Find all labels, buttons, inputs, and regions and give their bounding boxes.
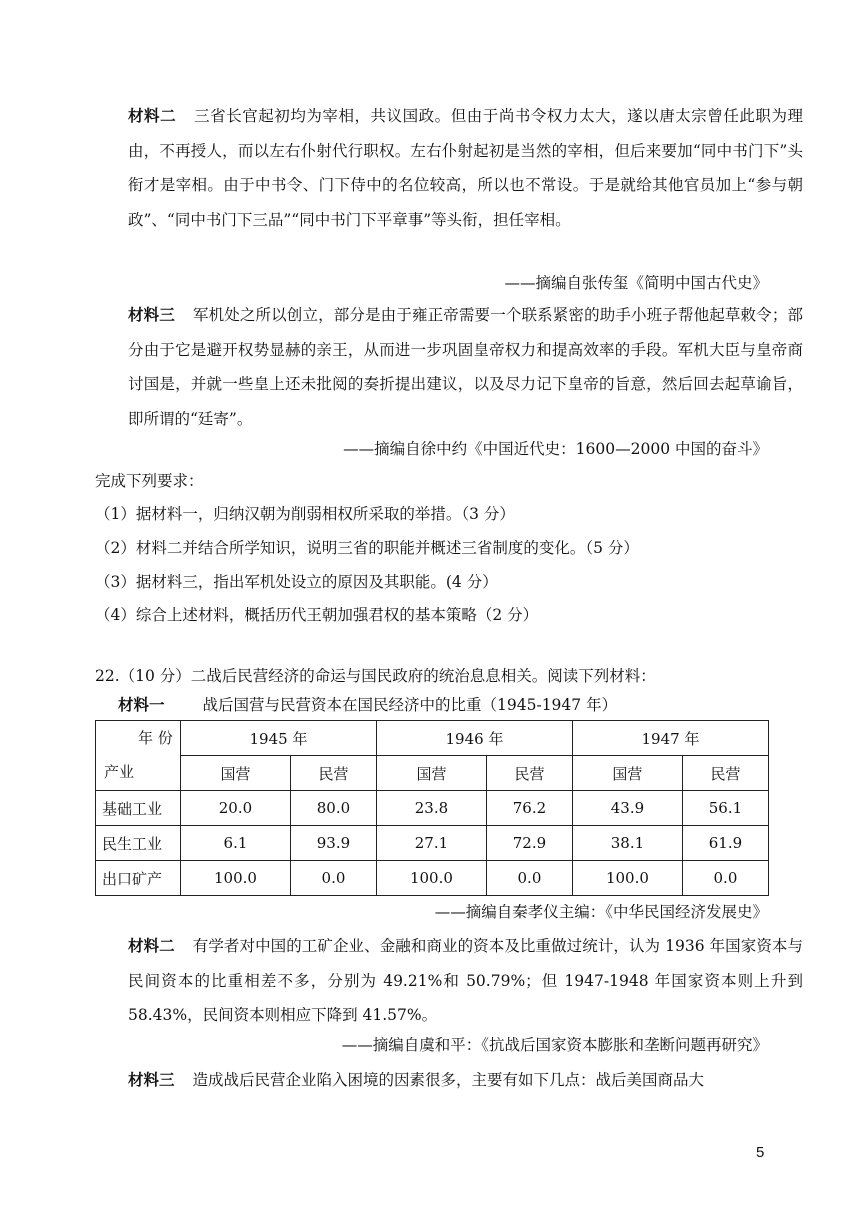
table-cell: 56.1 — [682, 791, 768, 826]
table-cell: 93.9 — [290, 826, 376, 861]
capital-ratio-table — [95, 720, 769, 896]
table-cell: 20.0 — [181, 791, 291, 826]
caption-text: 战后国营与民营资本在国民经济中的比重（1945-1947 年） — [202, 696, 618, 714]
material-text: 造成战后民营企业陷入困境的因素很多，主要有如下几点：战后美国商品大 — [192, 1071, 705, 1089]
sub-header: 民营 — [486, 756, 572, 791]
question-22-heading: 22.（10 分）二战后民营经济的命运与国民政府的统治息息相关。阅读下列材料： — [95, 667, 656, 685]
q22-material-3-paragraph — [95, 1063, 803, 1098]
table-cell: 76.2 — [486, 791, 572, 826]
sub-header: 国营 — [376, 756, 486, 791]
table-cell: 72.9 — [486, 826, 572, 861]
table-row — [96, 791, 769, 826]
sub-header: 国营 — [572, 756, 682, 791]
table-cell: 6.1 — [181, 826, 291, 861]
row-label: 出口矿产 — [96, 861, 181, 896]
requirements-intro: 完成下列要求： — [95, 472, 204, 490]
table-source: ——摘编自秦孝仪主编：《中华民国经济发展史》 — [434, 903, 768, 921]
year-header: 1947 年 — [572, 721, 768, 756]
table-cell: 100.0 — [376, 861, 486, 896]
table-cell: 43.9 — [572, 791, 682, 826]
material-label: 材料三 — [128, 1071, 175, 1089]
table-cell: 100.0 — [181, 861, 291, 896]
table-cell: 38.1 — [572, 826, 682, 861]
table-cell: 61.9 — [682, 826, 768, 861]
material-label: 材料二 — [128, 107, 177, 125]
row-label: 民生工业 — [96, 826, 181, 861]
row-label: 基础工业 — [96, 791, 181, 826]
sub-header: 国营 — [181, 756, 291, 791]
table-cell: 0.0 — [290, 861, 376, 896]
material-text: 有学者对中国的工矿企业、金融和商业的资本及比重做过统计，认为 1936 年国家资本与民间资本的比重相差不多，分别为 49.21%和 50.79%；但 1947-1948 年国家资本则上升到 58.43%，民间资本则相应下降到 41.57%。 — [128, 937, 803, 1024]
table-cell: 23.8 — [376, 791, 486, 826]
q22-material-2-paragraph — [95, 929, 803, 1033]
header-industry-label: 产业 — [104, 763, 135, 781]
material-text: 军机处之所以创立，部分是由于雍正帝需要一个联系紧密的助手小班子帮他起草敕令；部分由于它是避开权势显赫的亲王，从而进一步巩固皇帝权力和提高效率的手段。军机大臣与皇帝商讨国是，并就一些皇上还未批阅的奏折提出建议，以及尽力记下皇帝的旨意，然后回去起草谕旨，即所谓的“廷寄”。 — [128, 306, 803, 428]
table-row — [96, 826, 769, 861]
year-header: 1945 年 — [181, 721, 377, 756]
table-caption — [118, 693, 617, 715]
material-2-source: ——摘编自张传玺《简明中国古代史》 — [504, 274, 768, 292]
table-cell: 80.0 — [290, 791, 376, 826]
material-label: 材料一 — [118, 696, 165, 714]
material-label: 材料三 — [128, 306, 175, 324]
header-year-label: 年 份 — [138, 729, 173, 747]
page-number: 5 — [756, 1144, 765, 1161]
table-cell: 100.0 — [572, 861, 682, 896]
table-cell: 0.0 — [682, 861, 768, 896]
material-3-paragraph — [95, 298, 803, 436]
sub-header: 民营 — [682, 756, 768, 791]
requirement-item: （3）据材料三，指出军机处设立的原因及其职能。(4 分） — [95, 573, 498, 591]
material-label: 材料二 — [128, 937, 175, 955]
table-row — [96, 861, 769, 896]
year-header: 1946 年 — [376, 721, 572, 756]
table-cell: 27.1 — [376, 826, 486, 861]
requirement-item: （4）综合上述材料，概括历代王朝加强君权的基本策略（2 分） — [95, 606, 539, 624]
table-corner-header — [96, 721, 181, 791]
material-3-source: ——摘编自徐中约《中国近代史：1600—2000 中国的奋斗》 — [343, 440, 768, 458]
requirement-item: （2）材料二并结合所学知识，说明三省的职能并概述三省制度的变化。（5 分） — [95, 539, 639, 557]
table-cell: 0.0 — [486, 861, 572, 896]
requirement-item: （1）据材料一，归纳汉朝为削弱相权所采取的举措。（3 分） — [95, 505, 515, 523]
sub-header: 民营 — [290, 756, 376, 791]
material-text: 三省长官起初均为宰相，共议国政。但由于尚书令权力太大，遂以唐太宗曾任此职为理由，不再授人，而以左右仆射代行职权。左右仆射起初是当然的宰相，但后来要加“同中书门下”头衔才是宰相。由于中书令、门下侍中的名位较高，所以也不常设。于是就给其他官员加上“参与朝政”、“同中书门下三品”“同中书门下平章事”等头衔，担任宰相。 — [128, 107, 803, 229]
material-2-paragraph — [95, 99, 803, 237]
q22-material-2-source: ——摘编自虞和平：《抗战后国家资本膨胀和垄断问题再研究》 — [341, 1036, 768, 1054]
